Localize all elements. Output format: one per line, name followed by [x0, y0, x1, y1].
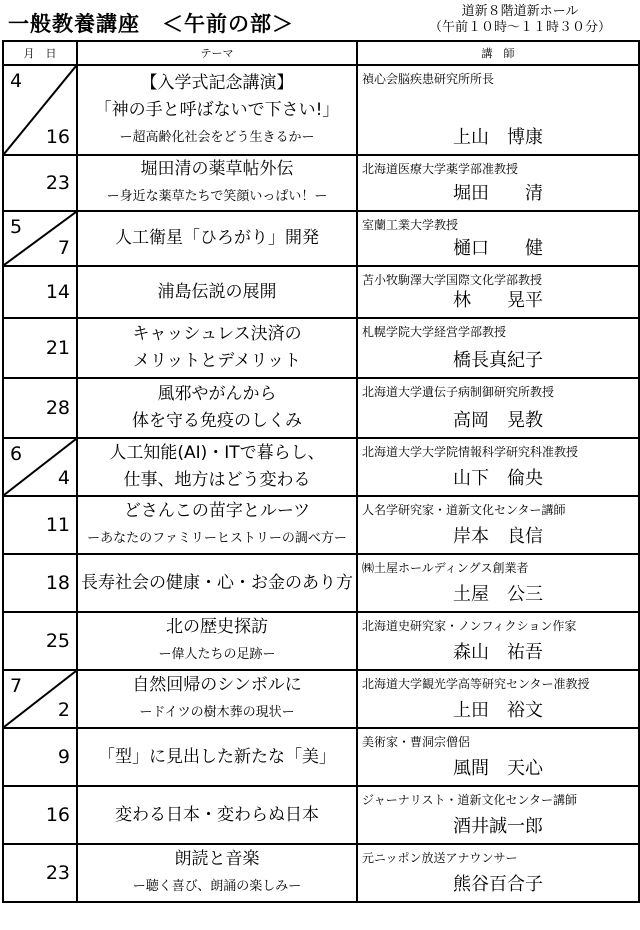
theme-line: ー身近な薬草たちで笑顔いっぱい！ー	[106, 189, 328, 204]
date-cell	[3, 612, 77, 670]
lecturer-name: 風間 天心	[453, 758, 543, 779]
theme-line: 堀田清の薬草帖外伝	[140, 159, 294, 179]
lecturer-cell	[357, 612, 639, 670]
date-cell	[3, 155, 77, 211]
theme-cell	[77, 786, 357, 844]
date-cell	[3, 786, 77, 844]
day-number: 23	[45, 862, 70, 884]
theme-line: 長寿社会の健康・心・お金のあり方	[81, 572, 353, 593]
table-row	[3, 844, 639, 902]
date-cell	[3, 670, 77, 728]
table-row	[3, 318, 639, 378]
lecturer-cell	[357, 318, 639, 378]
lecturer-cell	[357, 266, 639, 318]
theme-cell	[77, 438, 357, 496]
theme-line: 朗読と音楽	[174, 849, 260, 869]
day-number: 21	[45, 337, 70, 359]
day-number: 2	[57, 699, 70, 721]
theme-line: 「型」に見出した新たな「美」	[98, 746, 336, 767]
theme-line: ー聴く喜び、朗誦の楽しみー	[132, 879, 302, 894]
month-number: 5	[10, 216, 23, 238]
table-row	[3, 554, 639, 612]
lecturer-affiliation: 元ニッポン放送アナウンサー	[362, 851, 518, 865]
lecturer-name: 林 晃平	[453, 290, 543, 311]
lecturer-cell	[357, 786, 639, 844]
theme-cell	[77, 155, 357, 211]
lecturer-name: 橋長真紀子	[453, 350, 543, 371]
theme-line: ードイツの樹木葬の現状ー	[139, 705, 295, 720]
lecturer-affiliation: 北海道大学大学院情報科学研究科准教授	[362, 445, 579, 459]
table-row	[3, 65, 639, 155]
date-cell	[3, 318, 77, 378]
month-number: 6	[10, 443, 23, 465]
theme-line: ー偉人たちの足跡ー	[158, 647, 276, 662]
theme-cell	[77, 844, 357, 902]
column-header-date: 月 日	[3, 41, 77, 65]
lecturer-name: 上田 裕文	[453, 700, 543, 721]
lecturer-cell	[357, 378, 639, 438]
lecturer-cell	[357, 438, 639, 496]
lecturer-cell	[357, 155, 639, 211]
venue-time: （午前１０時～１１時３０分）	[428, 20, 611, 35]
date-cell	[3, 496, 77, 554]
theme-cell	[77, 728, 357, 786]
lecturer-name: 岸本 良信	[453, 526, 543, 547]
table-row	[3, 155, 639, 211]
date-cell	[3, 554, 77, 612]
theme-cell	[77, 266, 357, 318]
lecturer-cell	[357, 554, 639, 612]
lecturer-affiliation: 美術家・曹洞宗僧侶	[362, 735, 471, 749]
theme-line: 【入学式記念講演】	[140, 72, 294, 93]
lecturer-affiliation: 北海道大学遺伝子病制御研究所教授	[362, 385, 555, 399]
theme-cell	[77, 670, 357, 728]
table-row	[3, 378, 639, 438]
lecturer-affiliation: 北海道史研究家・ノンフィクション作家	[362, 619, 577, 633]
table-row	[3, 670, 639, 728]
theme-line: 風邪やがんから	[157, 384, 277, 404]
theme-line: 人工知能(AI)・ITで暮らし、	[109, 443, 325, 463]
date-cell	[3, 211, 77, 266]
theme-cell	[77, 496, 357, 554]
column-header-theme: テーマ	[77, 41, 357, 65]
table-row	[3, 612, 639, 670]
theme-line: ー超高齢化社会をどう生きるかー	[119, 129, 315, 145]
lecturer-cell	[357, 496, 639, 554]
theme-line: どさんこの苗字とルーツ	[123, 501, 311, 521]
day-number: 16	[45, 126, 70, 148]
theme-line: 人工衛星「ひろがり」開発	[115, 228, 319, 248]
lecturer-name: 酒井誠一郎	[453, 816, 543, 837]
day-number: 28	[45, 397, 70, 419]
venue-info	[400, 4, 640, 36]
day-number: 16	[45, 804, 70, 826]
lecturer-affiliation: ㈱土屋ホールディングス創業者	[362, 561, 529, 575]
lecturer-name: 土屋 公三	[453, 584, 543, 605]
theme-cell	[77, 65, 357, 155]
theme-cell	[77, 378, 357, 438]
lecturer-cell	[357, 728, 639, 786]
lecturer-affiliation: 苫小牧駒澤大学国際文化学部教授	[362, 273, 543, 287]
theme-line: 「神の手と呼ばないで下さい!」	[94, 99, 340, 120]
theme-line: 仕事、地方はどう変わる	[123, 470, 311, 490]
schedule-body	[3, 65, 639, 902]
lecturer-affiliation: 人名学研究家・道新文化センター講師	[362, 503, 566, 517]
month-number: 4	[10, 70, 23, 92]
lecturer-cell	[357, 844, 639, 902]
table-header-row	[3, 41, 639, 65]
theme-line: 変わる日本・変わらぬ日本	[115, 804, 319, 825]
day-number: 14	[45, 281, 70, 303]
day-number: 9	[57, 746, 70, 768]
theme-cell	[77, 612, 357, 670]
theme-line: 浦島伝説の展開	[157, 281, 277, 302]
table-row	[3, 438, 639, 496]
lecturer-cell	[357, 65, 639, 155]
day-number: 4	[57, 467, 70, 489]
lecturer-cell	[357, 670, 639, 728]
lecturer-name: 森山 祐吾	[453, 642, 543, 663]
month-number: 7	[10, 675, 23, 697]
date-cell	[3, 438, 77, 496]
date-cell	[3, 378, 77, 438]
theme-line: 体を守る免疫のしくみ	[132, 411, 302, 431]
lecturer-name: 山下 倫央	[453, 468, 543, 489]
theme-cell	[77, 554, 357, 612]
lecturer-affiliation: 室蘭工業大学教授	[362, 218, 459, 232]
day-number: 11	[45, 514, 70, 536]
lecturer-name: 上山 博康	[453, 127, 543, 148]
day-number: 25	[45, 630, 70, 652]
day-number: 18	[45, 572, 70, 594]
lecturer-affiliation: 北海道大学観光学高等研究センター准教授	[362, 677, 590, 691]
table-row	[3, 496, 639, 554]
lecture-schedule-table	[2, 40, 640, 903]
day-number: 23	[45, 172, 70, 194]
day-number: 7	[57, 237, 70, 259]
theme-cell	[77, 318, 357, 378]
lecturer-name: 樋口 健	[453, 238, 543, 259]
page-title: 一般教養講座 ＜午前の部＞	[8, 12, 294, 36]
table-row	[3, 211, 639, 266]
date-cell	[3, 728, 77, 786]
lecturer-affiliation: ジャーナリスト・道新文化センター講師	[362, 793, 578, 807]
lecturer-name: 熊谷百合子	[453, 874, 543, 895]
date-cell	[3, 266, 77, 318]
table-row	[3, 786, 639, 844]
column-header-lecturer: 講 師	[357, 41, 639, 65]
theme-line: ーあなたのファミリーヒストリーの調べ方ー	[87, 531, 347, 546]
lecturer-name: 堀田 清	[453, 183, 543, 204]
lecturer-affiliation: 禎心会脳疾患研究所所長	[362, 72, 495, 86]
theme-line: メリットとデメリット	[133, 351, 301, 371]
table-row	[3, 728, 639, 786]
theme-line: 自然回帰のシンボルに	[132, 675, 302, 695]
lecturer-name: 高岡 晃教	[453, 410, 543, 431]
theme-line: キャッシュレス決済の	[132, 324, 302, 344]
venue-name: 道新８階道新ホール	[461, 4, 579, 19]
lecturer-affiliation: 北海道医療大学薬学部准教授	[362, 162, 519, 176]
date-cell	[3, 844, 77, 902]
lecturer-cell	[357, 211, 639, 266]
date-cell	[3, 65, 77, 155]
theme-line: 北の歴史探訪	[166, 617, 268, 637]
theme-cell	[77, 211, 357, 266]
lecturer-affiliation: 札幌学院大学経営学部教授	[362, 325, 507, 339]
table-row	[3, 266, 639, 318]
